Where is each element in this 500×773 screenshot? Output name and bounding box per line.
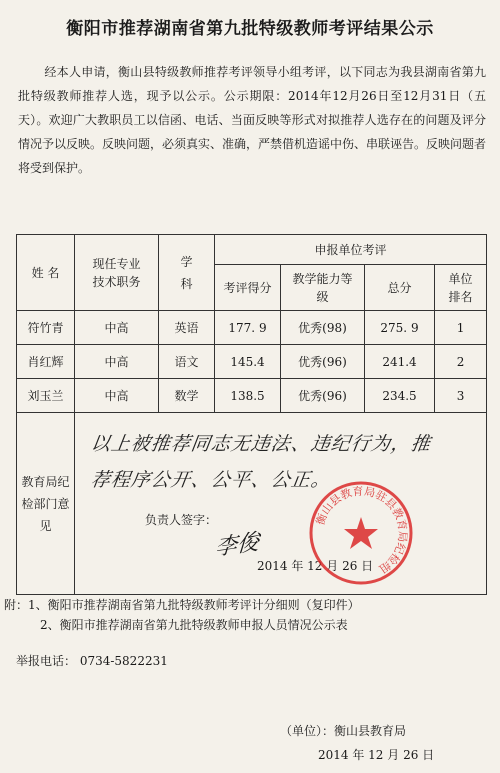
header-ability xyxy=(281,265,365,311)
header-title xyxy=(75,235,159,311)
cell-ability: 优秀(98) xyxy=(281,311,365,345)
opinion-handwriting-line1: 以上被推荐同志无违法、违纪行为，推 xyxy=(89,433,433,455)
cell-name: 刘玉兰 xyxy=(17,379,75,413)
cell-ability: 优秀(96) xyxy=(281,345,365,379)
header-title-text: 现任专业技术职务 xyxy=(92,256,141,289)
table-row xyxy=(17,379,487,413)
header-ability-text: 教学能力等级 xyxy=(292,271,353,304)
header-subject xyxy=(159,235,215,311)
cell-subject: 数学 xyxy=(159,379,215,413)
cell-title: 中高 xyxy=(75,379,159,413)
cell-total: 241.4 xyxy=(365,345,435,379)
header-rank-text: 单位排名 xyxy=(448,271,473,304)
cell-name: 肖红辉 xyxy=(17,345,75,379)
attachment-item: 1、衡阳市推荐湖南省第九批特级教师考评计分细则（复印件） xyxy=(28,598,360,612)
cell-score: 138.5 xyxy=(215,379,281,413)
footer-date: 2014 年 12 月 26 日 xyxy=(318,748,435,762)
signature-area xyxy=(75,413,465,595)
seal-text: 衡山县教育局驻县教育局纪检组 xyxy=(313,484,410,576)
cell-subject: 英语 xyxy=(159,311,215,345)
opinion-label: 教育局纪检部门意见 xyxy=(21,474,70,533)
cell-name: 符竹青 xyxy=(17,311,75,345)
header-name: 姓 名 xyxy=(17,235,75,311)
footer-unit: （单位）：衡山县教育局 xyxy=(280,724,407,738)
cell-ability: 优秀(96) xyxy=(281,379,365,413)
header-total: 总分 xyxy=(365,265,435,311)
opinion-date: 2014 年 12 月 26 日 xyxy=(257,559,374,573)
header-score-text: 考评得分 xyxy=(223,280,272,295)
cell-subject: 语文 xyxy=(159,345,215,379)
opinion-cell xyxy=(75,413,487,595)
signer-label: 负责人签字： xyxy=(145,513,218,527)
cell-rank: 3 xyxy=(435,379,487,413)
cell-title: 中高 xyxy=(75,345,159,379)
header-score xyxy=(215,265,281,311)
cell-title: 中高 xyxy=(75,311,159,345)
cell-score: 145.4 xyxy=(215,345,281,379)
intro-paragraph: 经本人申请，衡山县特级教师推荐考评领导小组考评，以下同志为我县湖南省第九批特级教师推荐人选，现予以公示。公示期限：2014年12月26日至12月31日（五天）。欢迎广大教职员工以信函、电话、当面反映等形式对拟推荐人选存在的问题及评分情况予以反映。反映问题，必须真实、准确，严禁借机造谣中伤、串联诬告。反映问题者将受到保护。 xyxy=(18,65,487,175)
table-row xyxy=(17,345,487,379)
header-group: 申报单位考评 xyxy=(215,235,487,265)
attachment-item: 2、衡阳市推荐湖南省第九批特级教师申报人员情况公示表 xyxy=(40,618,348,632)
cell-score: 177. 9 xyxy=(215,311,281,345)
signer-signature: 李俊 xyxy=(214,529,260,562)
results-table xyxy=(16,234,487,595)
report-phone: 举报电话： 0734-5822231 xyxy=(16,654,168,668)
cell-total: 275. 9 xyxy=(365,311,435,345)
official-seal-icon xyxy=(307,479,415,587)
page-title: 衡阳市推荐湖南省第九批特级教师考评结果公示 xyxy=(66,19,434,39)
opinion-label-cell xyxy=(17,413,75,595)
header-subject-text: 学科 xyxy=(180,254,193,291)
attachments xyxy=(4,595,494,635)
header-rank xyxy=(435,265,487,311)
opinion-handwriting-line2: 荐程序公开、公平、公正。 xyxy=(89,469,333,491)
attachments-prefix: 附： xyxy=(4,598,29,612)
cell-rank: 2 xyxy=(435,345,487,379)
cell-rank: 1 xyxy=(435,311,487,345)
cell-total: 234.5 xyxy=(365,379,435,413)
table-row xyxy=(17,311,487,345)
